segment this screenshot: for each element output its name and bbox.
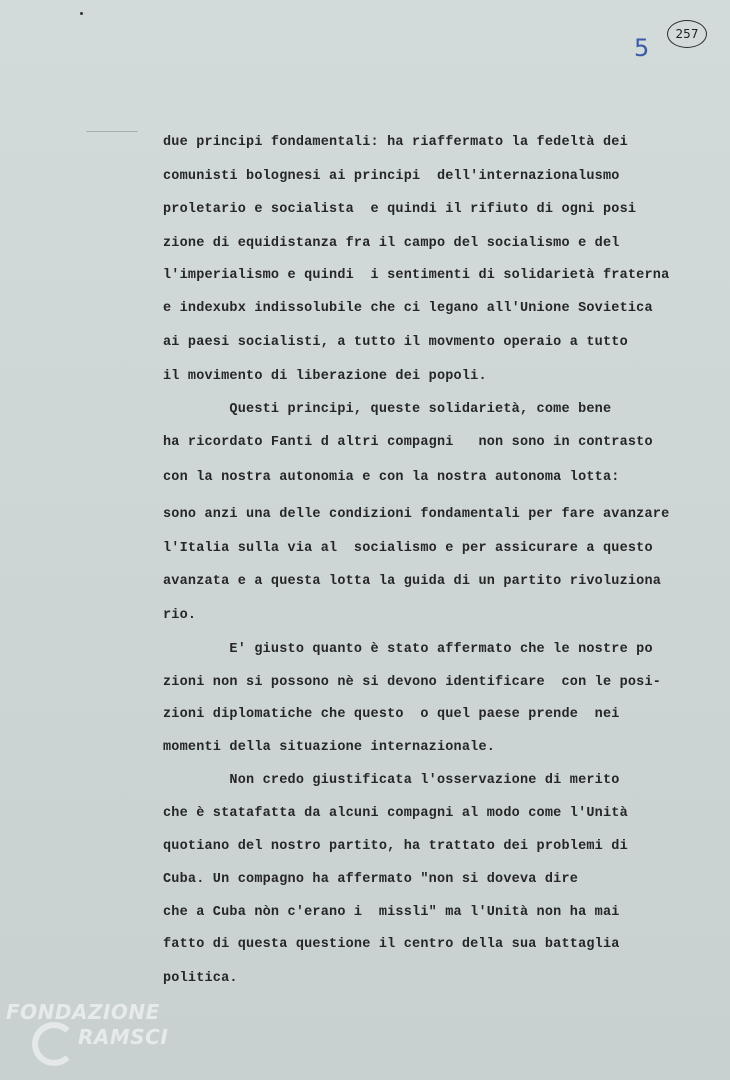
ink-dot bbox=[80, 12, 83, 15]
text-line: avanzata e a questa lotta la guida di un partito rivoluziona bbox=[163, 574, 662, 589]
text-line: zione di equidistanza fra il campo del socialismo e del bbox=[163, 236, 620, 251]
text-line: quotiano del nostro partito, ha trattato dei problemi di bbox=[163, 839, 628, 854]
circled-page-stamp: 257 bbox=[667, 20, 707, 48]
text-line: Cuba. Un compagno ha affermato "non si doveva dire bbox=[163, 872, 579, 887]
text-line: l'imperialismo e quindi i sentimenti di solidarietà fraterna bbox=[163, 268, 670, 283]
watermark-line-1: FONDAZIONE bbox=[6, 1000, 160, 1024]
text-line: zioni diplomatiche che questo o quel paese prende nei bbox=[163, 707, 620, 722]
text-line: politica. bbox=[163, 971, 238, 986]
text-line: comunisti bolognesi ai principi dell'internazionalusmo bbox=[163, 169, 620, 184]
text-line: che è statafatta da alcuni compagni al modo come l'Unità bbox=[163, 806, 628, 821]
text-line: ai paesi socialisti, a tutto il movmento operaio a tutto bbox=[163, 335, 628, 350]
g-logo-mark bbox=[32, 1022, 76, 1066]
text-line: il movimento di liberazione dei popoli. bbox=[163, 369, 487, 384]
text-line: ha ricordato Fanti d altri compagni non sono in contrasto bbox=[163, 435, 653, 450]
watermark-line-2: RAMSCI bbox=[78, 1025, 169, 1049]
text-line: E' giusto quanto è stato affermato che le nostre po bbox=[163, 642, 653, 657]
text-line: che a Cuba nòn c'erano i missli" ma l'Unità non ha mai bbox=[163, 905, 620, 920]
text-line: l'Italia sulla via al socialismo e per assicurare a questo bbox=[163, 541, 653, 556]
text-line: proletario e socialista e quindi il rifiuto di ogni posi bbox=[163, 202, 637, 217]
text-line: Non credo giustificata l'osservazione di merito bbox=[163, 773, 620, 788]
text-line: momenti della situazione internazionale. bbox=[163, 740, 496, 755]
faint-rule bbox=[86, 131, 138, 132]
text-line: due principi fondamentali: ha riaffermato la fedeltà dei bbox=[163, 135, 628, 150]
fondazione-gramsci-watermark bbox=[6, 1000, 206, 1080]
text-line: Questi principi, queste solidarietà, come bene bbox=[163, 402, 612, 417]
text-line: sono anzi una delle condizioni fondamentali per fare avanzare bbox=[163, 507, 670, 522]
handwritten-page-number: 5 bbox=[634, 34, 650, 62]
text-line: zioni non si possono nè si devono identificare con le posi- bbox=[163, 675, 662, 690]
text-line: fatto di questa questione il centro della sua battaglia bbox=[163, 937, 620, 952]
text-line: rio. bbox=[163, 608, 197, 623]
text-line: e indexubx indissolubile che ci legano all'Unione Sovietica bbox=[163, 301, 653, 316]
text-line: con la nostra autonomia e con la nostra autonoma lotta: bbox=[163, 470, 620, 485]
